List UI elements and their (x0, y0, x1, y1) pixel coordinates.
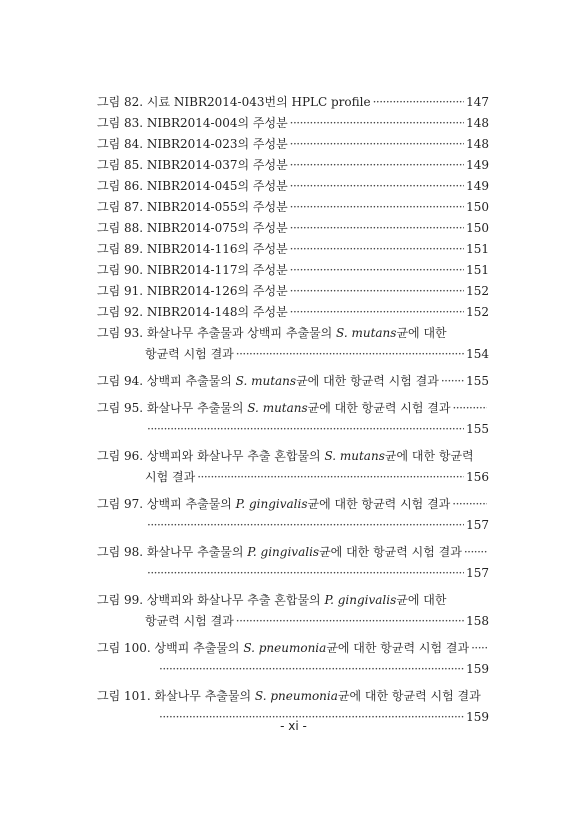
entry-label: 그림 82. 시료 NIBR2014-043번의 HPLC profile (97, 95, 371, 109)
page-number: 151 (466, 242, 489, 256)
page-number: 156 (466, 470, 489, 484)
page-number: 154 (466, 347, 489, 361)
entry-label: 그림 85. NIBR2014-037의 주성분 (97, 158, 288, 172)
dot-leader (290, 302, 464, 323)
dot-leader (464, 542, 487, 563)
toc-entry (97, 260, 489, 281)
dot-leader (290, 134, 464, 155)
dot-leader (441, 371, 464, 392)
toc-entry-100 (97, 638, 489, 680)
toc-entry (97, 218, 489, 239)
entry-label: 그림 92. NIBR2014-148의 주성분 (97, 305, 288, 319)
entry-95-label: 그림 95. 화살나무 추출물의 S. mutans균에 대한 항균력 시험 결과 (97, 401, 451, 415)
entry-94-label: 그림 94. 상백피 추출물의 S. mutans균에 대한 항균력 시험 결과 (97, 374, 439, 388)
dot-leader (236, 611, 464, 632)
dot-leader (452, 494, 487, 515)
toc-entry (97, 113, 489, 134)
page-footer: - xi - (280, 719, 307, 733)
page-number: 152 (466, 284, 489, 298)
dot-leader (290, 155, 464, 176)
page-number: 151 (466, 263, 489, 277)
entry-99-label: 그림 99. 상백피와 화살나무 추출 혼합물의 P. gingivalis균에 대한 (97, 593, 447, 607)
page-number: 159 (466, 662, 489, 676)
page-number: 158 (466, 614, 489, 628)
page-number: 157 (466, 518, 489, 532)
entry-label: 그림 84. NIBR2014-023의 주성분 (97, 137, 288, 151)
page-number: 148 (466, 116, 489, 130)
dot-leader (147, 563, 464, 584)
toc-entry (97, 134, 489, 155)
toc-entry (97, 239, 489, 260)
entry-97-label: 그림 97. 상백피 추출물의 P. gingivalis균에 대한 항균력 시험 결과 (97, 497, 451, 511)
table-of-figures (97, 92, 489, 728)
entry-96-label: 그림 96. 상백피와 화살나무 추출 혼합물의 S. mutans균에 대한 항균력 (97, 449, 474, 463)
entry-96-label-cont: 시험 결과 (145, 470, 196, 484)
toc-entry-96 (97, 446, 489, 488)
figure-list (97, 92, 489, 323)
entry-label: 그림 83. NIBR2014-004의 주성분 (97, 116, 288, 130)
dot-leader (290, 176, 464, 197)
toc-entry-97 (97, 494, 489, 536)
toc-entry (97, 197, 489, 218)
dot-leader (290, 113, 464, 134)
toc-entry (97, 176, 489, 197)
dot-leader (471, 638, 487, 659)
page-number: 149 (466, 158, 489, 172)
dot-leader (290, 281, 464, 302)
toc-entry-95 (97, 398, 489, 440)
entry-98-label: 그림 98. 화살나무 추출물의 P. gingivalis균에 대한 항균력 시험 결과 (97, 545, 462, 559)
page-number: 150 (466, 200, 489, 214)
entry-label: 그림 91. NIBR2014-126의 주성분 (97, 284, 288, 298)
page-number: 147 (466, 95, 489, 109)
page-number: 152 (466, 305, 489, 319)
dot-leader (290, 197, 464, 218)
entry-93-label-cont: 항균력 시험 결과 (145, 347, 234, 361)
dot-leader (147, 419, 464, 440)
dot-leader (197, 467, 464, 488)
page-number: 157 (466, 566, 489, 580)
page-number: 155 (466, 422, 489, 436)
dot-leader (236, 344, 464, 365)
dot-leader (290, 218, 464, 239)
toc-entry (97, 281, 489, 302)
dot-leader (452, 398, 487, 419)
toc-entry-98 (97, 542, 489, 584)
entry-93-label: 그림 93. 화살나무 추출물과 상백피 추출물의 S. mutans균에 대한 (97, 326, 447, 340)
toc-entry (97, 155, 489, 176)
dot-leader (373, 92, 465, 113)
dot-leader (290, 260, 464, 281)
page-number: 149 (466, 179, 489, 193)
toc-entry-93 (97, 323, 489, 365)
entry-label: 그림 88. NIBR2014-075의 주성분 (97, 221, 288, 235)
entry-label: 그림 90. NIBR2014-117의 주성분 (97, 263, 288, 277)
entry-label: 그림 87. NIBR2014-055의 주성분 (97, 200, 288, 214)
toc-entry-99 (97, 590, 489, 632)
entry-100-label: 그림 100. 상백피 추출물의 S. pneumonia균에 대한 항균력 시험 결과 (97, 641, 470, 655)
toc-entry (97, 302, 489, 323)
toc-entry-94 (97, 371, 489, 392)
entry-label: 그림 86. NIBR2014-045의 주성분 (97, 179, 288, 193)
dot-leader (159, 659, 464, 680)
entry-101-label: 그림 101. 화살나무 추출물의 S. pneumonia균에 대한 항균력 시험 결과 (97, 689, 481, 703)
entry-label: 그림 89. NIBR2014-116의 주성분 (97, 242, 288, 256)
dot-leader (290, 239, 464, 260)
toc-entry (97, 92, 489, 113)
page-number: 159 (466, 710, 489, 724)
page-number: 155 (466, 374, 489, 388)
dot-leader (147, 515, 464, 536)
page-number: 148 (466, 137, 489, 151)
page-number: 150 (466, 221, 489, 235)
entry-99-label-cont: 항균력 시험 결과 (145, 614, 234, 628)
